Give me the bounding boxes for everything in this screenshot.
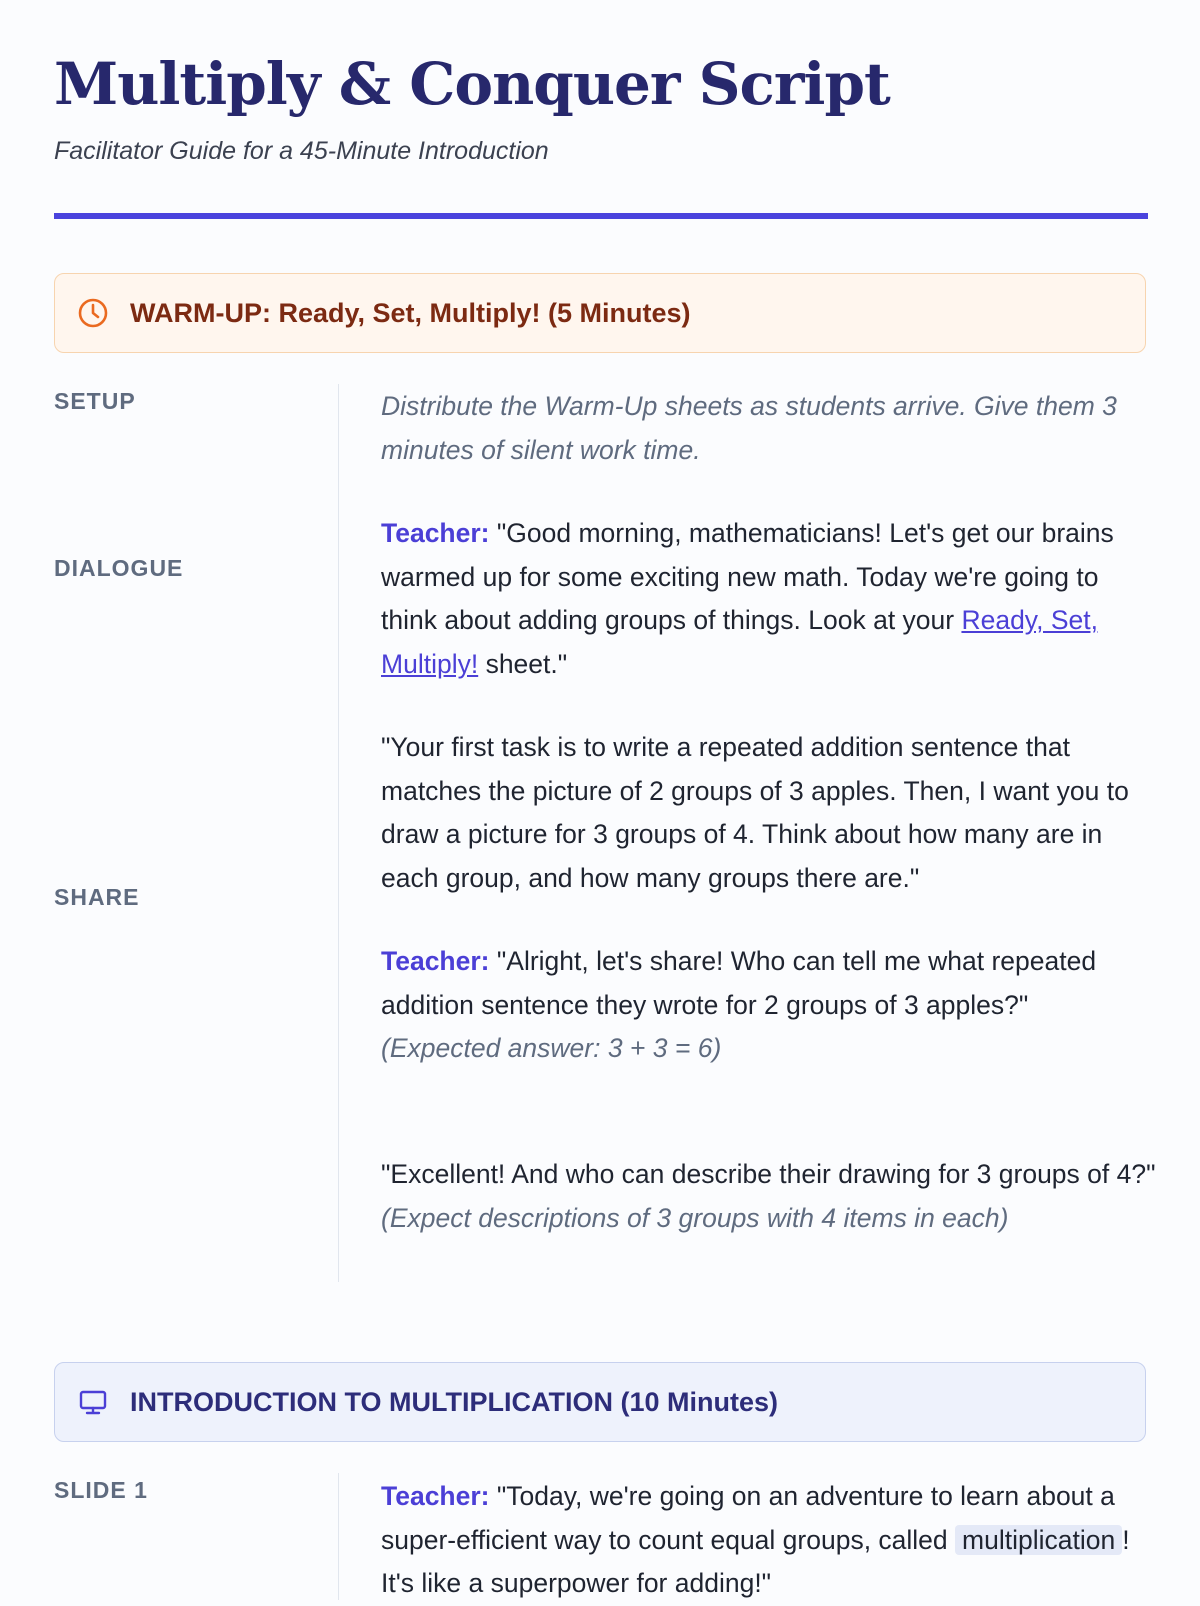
share-paragraph-1 [381,940,1156,1071]
expected-description-note: (Expect descriptions of 3 groups with 4 items in each) [381,1202,1009,1233]
dialogue-paragraph-2: "Your first task is to write a repeated addition sentence that matches the picture of 2 groups of 3 apples. Then, I want you to draw a picture for 3 groups of 4. Think about how many are in each group, and how many groups there are." [381,732,1129,894]
setup-note: Distribute the Warm-Up sheets as students arrive. Give them 3 minutes of silent work time. [381,391,1117,465]
warmup-sheet-link[interactable]: Ready, Set, Multiply! [381,605,1098,680]
page-subtitle: Facilitator Guide for a 45-Minute Introduction [54,137,549,165]
page-title: Multiply & Conquer Script [54,50,890,118]
dialogue-label: DIALOGUE [54,555,184,581]
intro-section-title: INTRODUCTION TO MULTIPLICATION (10 Minutes) [130,1386,778,1417]
clock-icon [75,295,111,331]
warmup-divider [338,384,339,1282]
slide1-label: SLIDE 1 [54,1477,148,1503]
share-question: "Alright, let's share! Who can tell me what repeated addition sentence they wrote for 2 groups of 3 apples?" [381,946,1097,1020]
share-paragraph-2 [381,1153,1156,1240]
share-label: SHARE [54,884,140,910]
speaker-label: Teacher: [381,1481,490,1511]
intro-divider [338,1473,339,1600]
dialogue-text-end: sheet." [478,649,568,680]
multiplication-term-highlight: multiplication [955,1525,1122,1555]
setup-label: SETUP [54,388,136,414]
slide1-text-end: ! It's like a superpower for adding!" [381,1524,1130,1599]
share-followup: "Excellent! And who can describe their drawing for 3 groups of 4?" [381,1159,1156,1189]
speaker-label: Teacher: [381,946,490,976]
intro-section-header [54,1362,1146,1442]
warmup-section-title: WARM-UP: Ready, Set, Multiply! (5 Minutes) [130,297,691,328]
expected-answer-note: (Expected answer: 3 + 3 = 6) [381,1033,722,1064]
slide1-paragraph [381,1475,1156,1606]
dialogue-paragraph-1 [381,512,1156,687]
slide1-text: "Today, we're going on an adventure to learn about a super-efficient way to count equal groups, called [381,1481,1115,1555]
warmup-section-header [54,273,1146,353]
title-divider [54,213,1148,219]
monitor-icon [75,1384,111,1420]
speaker-label: Teacher: [381,518,490,548]
dialogue-text: "Good morning, mathematicians! Let's get our brains warmed up for some exciting new math. Today we're going to think about adding groups of things. Look at your [381,518,1114,636]
